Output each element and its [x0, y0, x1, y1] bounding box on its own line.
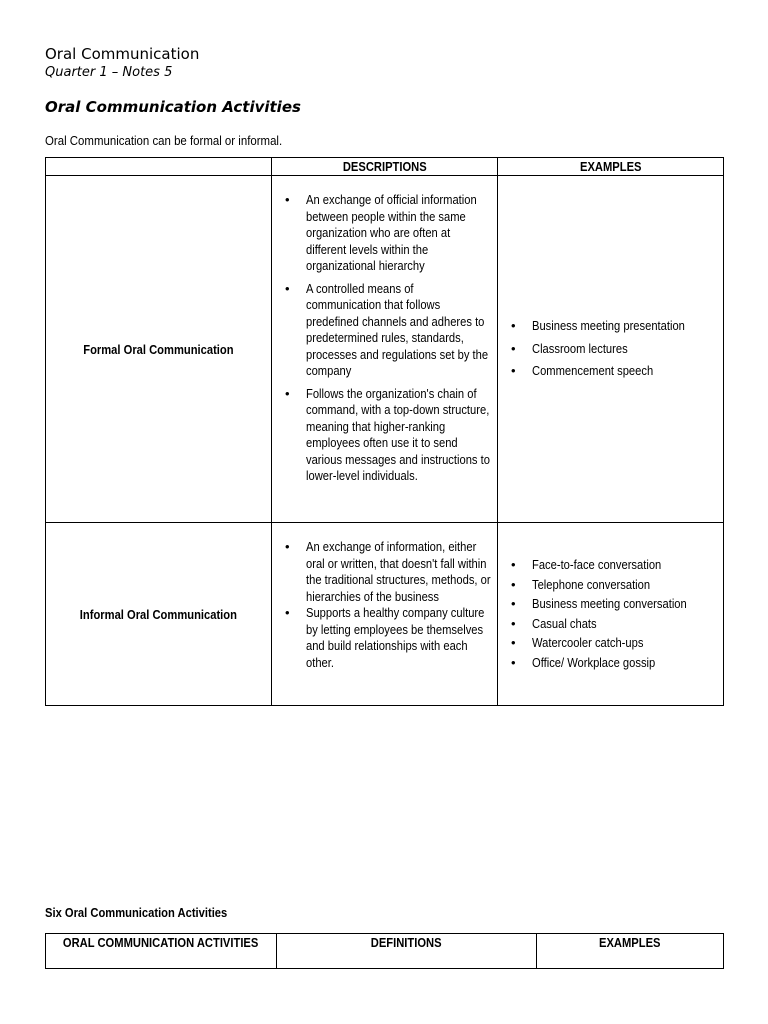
list-item: • Casual chats — [498, 616, 716, 633]
row-label-cell — [46, 176, 272, 523]
list-item: • Watercooler catch-ups — [498, 635, 716, 652]
descriptions-list — [272, 539, 490, 671]
document-subtitle: Quarter 1 – Notes 5 — [45, 65, 173, 80]
header-cell-examples — [498, 158, 724, 176]
list-item: • An exchange of official information between people within the same organization who are often at different levels within the organizational hierarchy — [272, 192, 490, 275]
header-cell-examples: EXAMPLES — [537, 934, 724, 969]
section-heading: Oral Communication Activities — [45, 98, 301, 116]
row-label-cell — [46, 523, 272, 706]
descriptions-list — [272, 192, 490, 485]
list-item: • Business meeting presentation — [498, 318, 716, 335]
descriptions-cell — [272, 176, 498, 523]
table-row-informal — [46, 523, 724, 706]
header-examples-label: EXAMPLES — [579, 158, 642, 174]
header-cell-descriptions — [272, 158, 498, 176]
list-item: • Office/ Workplace gossip — [498, 655, 716, 672]
header-cell-definitions: DEFINITIONS — [277, 934, 537, 969]
examples-cell — [498, 523, 724, 706]
list-item: • An exchange of information, either oral or written, that doesn't fall within the traditional structures, methods, or hierarchies of the business — [272, 539, 490, 605]
activities-caption: Six Oral Communication Activities — [45, 905, 228, 920]
list-item: • Supports a healthy company culture by letting employees be themselves and build relationships with each other. — [272, 605, 490, 671]
list-item: • Business meeting conversation — [498, 596, 716, 613]
row-label-informal: Informal Oral Communication — [79, 606, 238, 622]
examples-cell — [498, 176, 724, 523]
examples-list — [498, 557, 716, 671]
activities-table — [45, 933, 724, 969]
list-item: • Follows the organization's chain of command, with a top-down structure, meaning that higher-ranking employees often use it to send various messages and instructions to lower-level individuals. — [272, 386, 490, 485]
list-item: • A controlled means of communication that follows predefined channels and adheres to predetermined rules, standards, processes and regulations set by the company — [272, 281, 490, 380]
descriptions-cell — [272, 523, 498, 706]
intro-paragraph: Oral Communication can be formal or informal. — [45, 133, 283, 148]
list-item: • Classroom lectures — [498, 341, 716, 358]
table-row-formal — [46, 176, 724, 523]
header-descriptions-label: DESCRIPTIONS — [342, 158, 427, 174]
header-cell-empty — [46, 158, 272, 176]
table-header-row — [46, 158, 724, 176]
header-cell-activities: ORAL COMMUNICATION ACTIVITIES — [46, 934, 277, 969]
row-label-formal: Formal Oral Communication — [83, 341, 234, 357]
list-item: • Commencement speech — [498, 363, 716, 380]
list-item: • Telephone conversation — [498, 577, 716, 594]
list-item: • Face-to-face conversation — [498, 557, 716, 574]
examples-list — [498, 318, 716, 380]
table-header-row — [46, 934, 724, 969]
document-title: Oral Communication — [45, 45, 200, 63]
communication-types-table — [45, 157, 724, 706]
